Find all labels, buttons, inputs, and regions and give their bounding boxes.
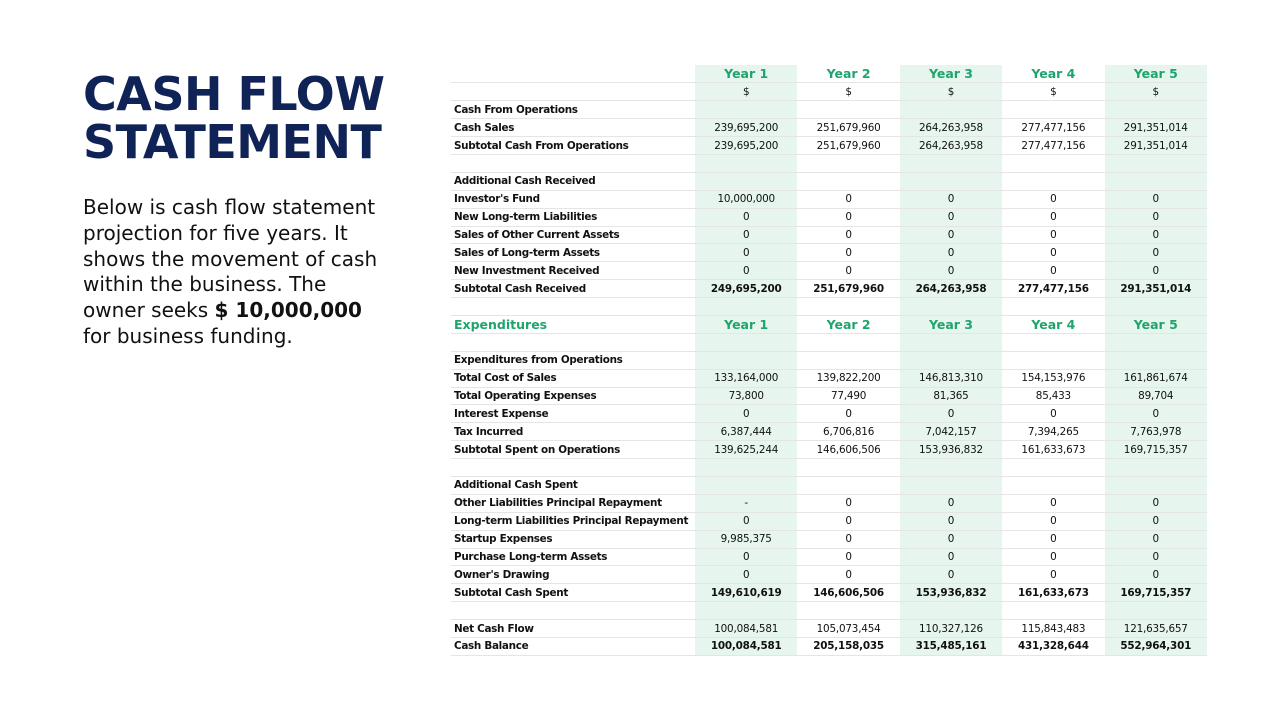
value-cell bbox=[1002, 476, 1104, 494]
year-header: Year 5 bbox=[1105, 65, 1207, 83]
value-cell bbox=[1105, 602, 1207, 620]
row-label: Sales of Other Current Assets bbox=[451, 226, 695, 244]
section-header-row bbox=[451, 315, 1207, 333]
row-label: Cash Balance bbox=[451, 638, 695, 656]
table-row bbox=[451, 244, 1207, 262]
value-cell: 0 bbox=[797, 262, 899, 280]
value-cell: 0 bbox=[1002, 548, 1104, 566]
year-header: Year 2 bbox=[797, 315, 899, 333]
value-cell: 0 bbox=[900, 226, 1002, 244]
row-label: Total Cost of Sales bbox=[451, 369, 695, 387]
value-cell: 0 bbox=[1105, 548, 1207, 566]
row-label: Total Operating Expenses bbox=[451, 387, 695, 405]
value-cell bbox=[1002, 172, 1104, 190]
value-cell: 277,477,156 bbox=[1002, 137, 1104, 155]
table-row bbox=[451, 602, 1207, 620]
value-cell: 0 bbox=[900, 566, 1002, 584]
value-cell: 0 bbox=[900, 530, 1002, 548]
header-label-cell bbox=[451, 65, 695, 83]
row-label bbox=[451, 333, 695, 351]
table-row bbox=[451, 387, 1207, 405]
value-cell: 291,351,014 bbox=[1105, 280, 1207, 298]
value-cell: 0 bbox=[695, 226, 797, 244]
row-label: Additional Cash Received bbox=[451, 172, 695, 190]
description-text: Below is cash flow statement projection for five years. It shows the movement of cash within the business. The owner seeks bbox=[83, 195, 378, 323]
value-cell: 146,813,310 bbox=[900, 369, 1002, 387]
row-label bbox=[451, 459, 695, 477]
value-cell: 0 bbox=[797, 405, 899, 423]
table-row bbox=[451, 476, 1207, 494]
table-row bbox=[451, 333, 1207, 351]
row-label: Sales of Long-term Assets bbox=[451, 244, 695, 262]
value-cell: 139,625,244 bbox=[695, 441, 797, 459]
value-cell: 0 bbox=[797, 226, 899, 244]
value-cell bbox=[1105, 333, 1207, 351]
value-cell: 146,606,506 bbox=[797, 441, 899, 459]
value-cell: 0 bbox=[1002, 262, 1104, 280]
value-cell: 0 bbox=[695, 244, 797, 262]
value-cell: 0 bbox=[797, 208, 899, 226]
value-cell: 264,263,958 bbox=[900, 119, 1002, 137]
cash-flow-table bbox=[451, 65, 1207, 656]
page-title-line-1: CASH FLOW bbox=[83, 67, 385, 121]
table-row bbox=[451, 423, 1207, 441]
value-cell: 0 bbox=[1105, 208, 1207, 226]
currency-cell: $ bbox=[695, 83, 797, 101]
year-header: Year 3 bbox=[900, 65, 1002, 83]
table-row bbox=[451, 512, 1207, 530]
currency-row bbox=[451, 83, 1207, 101]
table-row bbox=[451, 494, 1207, 512]
table-row bbox=[451, 262, 1207, 280]
value-cell: 0 bbox=[900, 262, 1002, 280]
value-cell: 7,763,978 bbox=[1105, 423, 1207, 441]
value-cell: 169,715,357 bbox=[1105, 441, 1207, 459]
currency-cell: $ bbox=[797, 83, 899, 101]
value-cell: 153,936,832 bbox=[900, 441, 1002, 459]
value-cell: 0 bbox=[1105, 226, 1207, 244]
year-header: Year 1 bbox=[695, 65, 797, 83]
row-label: Investor's Fund bbox=[451, 190, 695, 208]
value-cell: 0 bbox=[1002, 530, 1104, 548]
value-cell bbox=[695, 298, 797, 316]
table-row bbox=[451, 566, 1207, 584]
row-label: Net Cash Flow bbox=[451, 620, 695, 638]
row-label: Cash From Operations bbox=[451, 101, 695, 119]
value-cell: 169,715,357 bbox=[1105, 584, 1207, 602]
year-header: Year 3 bbox=[900, 315, 1002, 333]
value-cell: 291,351,014 bbox=[1105, 137, 1207, 155]
value-cell bbox=[1002, 459, 1104, 477]
currency-label-cell bbox=[451, 83, 695, 101]
value-cell bbox=[797, 333, 899, 351]
value-cell: 0 bbox=[695, 405, 797, 423]
description-text-end: for business funding. bbox=[83, 323, 293, 348]
table-row bbox=[451, 351, 1207, 369]
value-cell: 115,843,483 bbox=[1002, 620, 1104, 638]
row-label: Subtotal Spent on Operations bbox=[451, 441, 695, 459]
value-cell: 161,633,673 bbox=[1002, 441, 1104, 459]
value-cell: 0 bbox=[900, 405, 1002, 423]
table-row bbox=[451, 172, 1207, 190]
table-row bbox=[451, 226, 1207, 244]
value-cell bbox=[900, 459, 1002, 477]
value-cell: 0 bbox=[1105, 190, 1207, 208]
row-label bbox=[451, 298, 695, 316]
value-cell: 251,679,960 bbox=[797, 119, 899, 137]
value-cell bbox=[695, 101, 797, 119]
value-cell: 146,606,506 bbox=[797, 584, 899, 602]
value-cell: 0 bbox=[797, 244, 899, 262]
value-cell: 73,800 bbox=[695, 387, 797, 405]
value-cell bbox=[1002, 101, 1104, 119]
value-cell: 277,477,156 bbox=[1002, 280, 1104, 298]
value-cell: 10,000,000 bbox=[695, 190, 797, 208]
value-cell: 100,084,581 bbox=[695, 620, 797, 638]
value-cell: 249,695,200 bbox=[695, 280, 797, 298]
value-cell: 291,351,014 bbox=[1105, 119, 1207, 137]
row-label: Cash Sales bbox=[451, 119, 695, 137]
value-cell bbox=[1002, 154, 1104, 172]
value-cell bbox=[1002, 298, 1104, 316]
table-row bbox=[451, 154, 1207, 172]
currency-cell: $ bbox=[900, 83, 1002, 101]
value-cell bbox=[695, 602, 797, 620]
table-row bbox=[451, 548, 1207, 566]
value-cell: 105,073,454 bbox=[797, 620, 899, 638]
year-header: Year 5 bbox=[1105, 315, 1207, 333]
value-cell: 0 bbox=[797, 530, 899, 548]
table-row bbox=[451, 620, 1207, 638]
row-label: New Long-term Liabilities bbox=[451, 208, 695, 226]
value-cell bbox=[1105, 459, 1207, 477]
row-label: Other Liabilities Principal Repayment bbox=[451, 494, 695, 512]
value-cell: 0 bbox=[797, 548, 899, 566]
row-label: Startup Expenses bbox=[451, 530, 695, 548]
value-cell bbox=[797, 476, 899, 494]
value-cell bbox=[1105, 298, 1207, 316]
value-cell: 0 bbox=[1105, 405, 1207, 423]
value-cell bbox=[797, 351, 899, 369]
table-row bbox=[451, 441, 1207, 459]
value-cell bbox=[900, 101, 1002, 119]
value-cell: 251,679,960 bbox=[797, 137, 899, 155]
table-row bbox=[451, 190, 1207, 208]
value-cell: 251,679,960 bbox=[797, 280, 899, 298]
table-row bbox=[451, 584, 1207, 602]
row-label: Subtotal Cash Spent bbox=[451, 584, 695, 602]
value-cell bbox=[900, 333, 1002, 351]
value-cell bbox=[695, 476, 797, 494]
value-cell bbox=[695, 333, 797, 351]
value-cell bbox=[1105, 351, 1207, 369]
page-title bbox=[83, 67, 385, 169]
row-label bbox=[451, 154, 695, 172]
value-cell: 0 bbox=[1105, 530, 1207, 548]
value-cell: 0 bbox=[1002, 566, 1104, 584]
description bbox=[83, 195, 383, 350]
year-header: Year 2 bbox=[797, 65, 899, 83]
value-cell bbox=[797, 459, 899, 477]
value-cell bbox=[1002, 351, 1104, 369]
value-cell bbox=[695, 351, 797, 369]
value-cell: 431,328,644 bbox=[1002, 638, 1104, 656]
value-cell: 552,964,301 bbox=[1105, 638, 1207, 656]
row-label: Purchase Long-term Assets bbox=[451, 548, 695, 566]
value-cell: 0 bbox=[900, 244, 1002, 262]
table-row bbox=[451, 119, 1207, 137]
value-cell: 0 bbox=[900, 190, 1002, 208]
value-cell: 239,695,200 bbox=[695, 137, 797, 155]
value-cell bbox=[900, 172, 1002, 190]
table-row bbox=[451, 101, 1207, 119]
value-cell bbox=[797, 101, 899, 119]
value-cell: 239,695,200 bbox=[695, 119, 797, 137]
value-cell bbox=[900, 602, 1002, 620]
value-cell: 0 bbox=[797, 190, 899, 208]
value-cell: 121,635,657 bbox=[1105, 620, 1207, 638]
table-row bbox=[451, 405, 1207, 423]
row-label: Interest Expense bbox=[451, 405, 695, 423]
value-cell: 0 bbox=[1002, 190, 1104, 208]
value-cell: 0 bbox=[1105, 512, 1207, 530]
table-row bbox=[451, 280, 1207, 298]
value-cell: 0 bbox=[900, 208, 1002, 226]
value-cell bbox=[695, 154, 797, 172]
value-cell: 6,387,444 bbox=[695, 423, 797, 441]
value-cell: 154,153,976 bbox=[1002, 369, 1104, 387]
value-cell: 0 bbox=[695, 512, 797, 530]
value-cell bbox=[1002, 333, 1104, 351]
value-cell: 7,394,265 bbox=[1002, 423, 1104, 441]
table-row bbox=[451, 137, 1207, 155]
row-label: New Investment Received bbox=[451, 262, 695, 280]
value-cell: 205,158,035 bbox=[797, 638, 899, 656]
row-label: Long-term Liabilities Principal Repayment bbox=[451, 512, 695, 530]
value-cell: 6,706,816 bbox=[797, 423, 899, 441]
row-label: Expenditures from Operations bbox=[451, 351, 695, 369]
value-cell: 89,704 bbox=[1105, 387, 1207, 405]
value-cell bbox=[1002, 602, 1104, 620]
row-label: Expenditures bbox=[451, 315, 695, 333]
value-cell: 0 bbox=[900, 512, 1002, 530]
table-row bbox=[451, 530, 1207, 548]
row-label: Tax Incurred bbox=[451, 423, 695, 441]
value-cell bbox=[695, 459, 797, 477]
page-title-line-2: STATEMENT bbox=[83, 115, 382, 169]
value-cell: 133,164,000 bbox=[695, 369, 797, 387]
value-cell bbox=[797, 602, 899, 620]
table-row bbox=[451, 459, 1207, 477]
table-row bbox=[451, 638, 1207, 656]
year-header: Year 1 bbox=[695, 315, 797, 333]
value-cell: 0 bbox=[695, 262, 797, 280]
value-cell bbox=[900, 154, 1002, 172]
value-cell: 0 bbox=[695, 208, 797, 226]
value-cell: 277,477,156 bbox=[1002, 119, 1104, 137]
value-cell: 81,365 bbox=[900, 387, 1002, 405]
value-cell bbox=[900, 476, 1002, 494]
value-cell: 0 bbox=[1105, 262, 1207, 280]
year-header: Year 4 bbox=[1002, 65, 1104, 83]
value-cell: 0 bbox=[1002, 405, 1104, 423]
value-cell: 0 bbox=[1105, 244, 1207, 262]
value-cell: 0 bbox=[695, 548, 797, 566]
funding-amount: $ 10,000,000 bbox=[214, 298, 362, 323]
value-cell bbox=[695, 172, 797, 190]
value-cell bbox=[1105, 154, 1207, 172]
table-row bbox=[451, 369, 1207, 387]
value-cell: 0 bbox=[797, 494, 899, 512]
value-cell: 0 bbox=[797, 512, 899, 530]
value-cell: 161,861,674 bbox=[1105, 369, 1207, 387]
row-label bbox=[451, 602, 695, 620]
value-cell: 100,084,581 bbox=[695, 638, 797, 656]
value-cell bbox=[1105, 101, 1207, 119]
value-cell: 0 bbox=[900, 548, 1002, 566]
value-cell: 85,433 bbox=[1002, 387, 1104, 405]
value-cell: 0 bbox=[1002, 244, 1104, 262]
value-cell: 315,485,161 bbox=[900, 638, 1002, 656]
value-cell: 0 bbox=[1002, 494, 1104, 512]
year-header: Year 4 bbox=[1002, 315, 1104, 333]
value-cell: 264,263,958 bbox=[900, 137, 1002, 155]
value-cell: 0 bbox=[797, 566, 899, 584]
value-cell: 153,936,832 bbox=[900, 584, 1002, 602]
year-header-row bbox=[451, 65, 1207, 83]
value-cell: 110,327,126 bbox=[900, 620, 1002, 638]
value-cell bbox=[1105, 172, 1207, 190]
row-label: Owner's Drawing bbox=[451, 566, 695, 584]
row-label: Additional Cash Spent bbox=[451, 476, 695, 494]
value-cell: 0 bbox=[1105, 566, 1207, 584]
value-cell bbox=[900, 298, 1002, 316]
value-cell: 0 bbox=[900, 494, 1002, 512]
value-cell bbox=[797, 154, 899, 172]
row-label: Subtotal Cash From Operations bbox=[451, 137, 695, 155]
value-cell: 7,042,157 bbox=[900, 423, 1002, 441]
value-cell bbox=[1105, 476, 1207, 494]
value-cell: 0 bbox=[1002, 226, 1104, 244]
currency-cell: $ bbox=[1002, 83, 1104, 101]
value-cell: 9,985,375 bbox=[695, 530, 797, 548]
value-cell: 149,610,619 bbox=[695, 584, 797, 602]
value-cell: - bbox=[695, 494, 797, 512]
value-cell: 77,490 bbox=[797, 387, 899, 405]
table-row bbox=[451, 298, 1207, 316]
table-row bbox=[451, 208, 1207, 226]
value-cell bbox=[797, 172, 899, 190]
value-cell: 264,263,958 bbox=[900, 280, 1002, 298]
value-cell: 139,822,200 bbox=[797, 369, 899, 387]
value-cell: 0 bbox=[1105, 494, 1207, 512]
value-cell: 0 bbox=[1002, 512, 1104, 530]
value-cell bbox=[900, 351, 1002, 369]
row-label: Subtotal Cash Received bbox=[451, 280, 695, 298]
value-cell: 0 bbox=[695, 566, 797, 584]
value-cell: 0 bbox=[1002, 208, 1104, 226]
value-cell: 161,633,673 bbox=[1002, 584, 1104, 602]
value-cell bbox=[797, 298, 899, 316]
currency-cell: $ bbox=[1105, 83, 1207, 101]
